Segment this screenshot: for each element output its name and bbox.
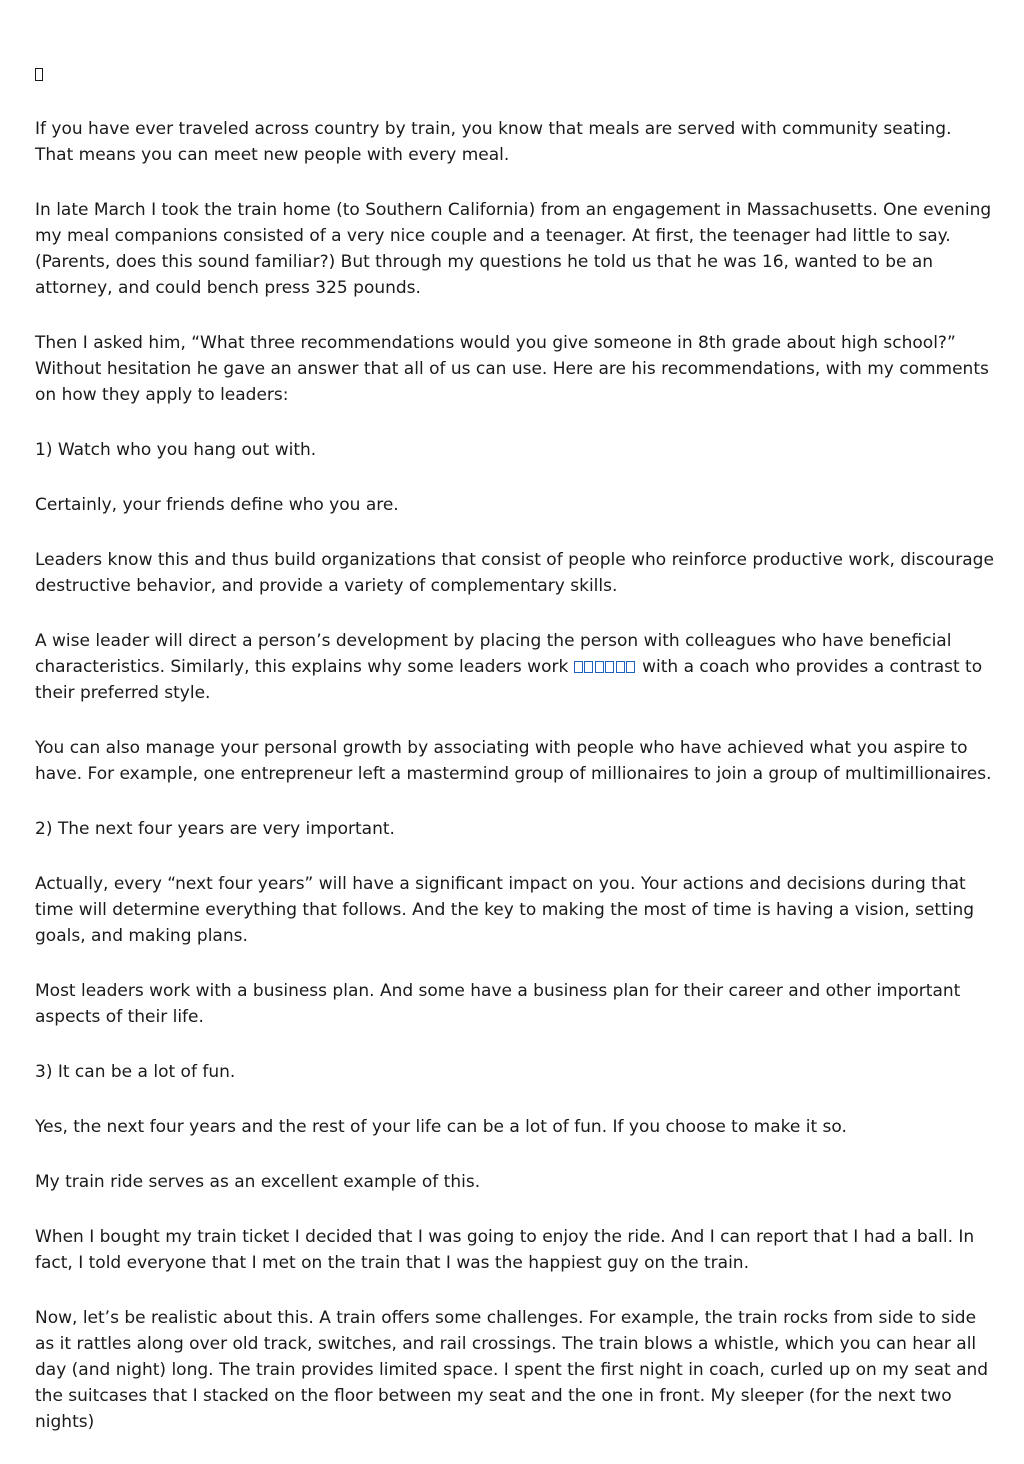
inline-link[interactable] xyxy=(574,657,637,677)
recommendation-heading-1: 1) Watch who you hang out with. xyxy=(35,440,317,460)
paragraph-business-plan: Most leaders work with a business plan. And some have a business plan for their career and other important aspects of their life. xyxy=(35,981,961,1027)
paragraph-intro: If you have ever traveled across country by train, you know that meals are served with community seating. That means you can meet new people with every meal. xyxy=(35,119,952,165)
paragraph-leaders-organizations: Leaders know this and thus build organizations that consist of people who reinforce productive work, discourage destructive behavior, and provide a variety of complementary skills. xyxy=(35,550,994,596)
paragraph-challenges: Now, let’s be realistic about this. A train offers some challenges. For example, the train rocks from side to side as it rattles along over old track, switches, and rail crossings. The train blows a whistle, which you can hear all day (and night) long. The train provides limited space. I spent the first night in coach, curled up on my seat and the suitcases that I stacked on the floor between my seat and the one in front. My sleeper (for the next two nights) xyxy=(35,1308,989,1432)
paragraph-fun: Yes, the next four years and the rest of your life can be a lot of fun. If you choose to make it so. xyxy=(35,1117,847,1137)
recommendation-heading-2: 2) The next four years are very important. xyxy=(35,819,395,839)
link-missing-glyphs xyxy=(574,654,637,680)
paragraph-wise-leader-before: A wise leader will direct a person’s development by placing the person with colleagues who have beneficial characteristics. Similarly, this explains why some leaders work xyxy=(35,631,952,677)
paragraph-wise-leader-after: with a coach who provides a contrast to their preferred style. xyxy=(35,657,983,703)
article-body xyxy=(35,62,995,1464)
recommendation-heading-3: 3) It can be a lot of fun. xyxy=(35,1062,236,1082)
paragraph-ticket: When I bought my train ticket I decided that I was going to enjoy the ride. And I can report that I had a ball. In fact, I told everyone that I met on the train that I was the happiest guy on the train. xyxy=(35,1227,975,1273)
paragraph-late-march: In late March I took the train home (to Southern California) from an engagement in Massachusetts. One evening my meal companions consisted of a very nice couple and a teenager. At first, the teenager had little to say. (Parents, does this sound familiar?) But through my questions he told us that he was 16, wanted to be an attorney, and could bench press 325 pounds. xyxy=(35,200,992,298)
header-glyph-row xyxy=(35,62,995,88)
paragraph-wise-leader xyxy=(35,628,995,706)
paragraph-train-example: My train ride serves as an excellent example of this. xyxy=(35,1172,481,1192)
paragraph-question: Then I asked him, “What three recommendations would you give someone in 8th grade about high school?” Without hesitation he gave an answer that all of us can use. Here are his recommendations, with my comments on how they apply to leaders: xyxy=(35,333,989,405)
paragraph-personal-growth: You can also manage your personal growth by associating with people who have achieved what you aspire to have. For example, one entrepreneur left a mastermind group of millionaires to join a group of multimillionaires. xyxy=(35,738,992,784)
paragraph-friends: Certainly, your friends define who you are. xyxy=(35,495,399,515)
missing-glyph-icon xyxy=(35,68,43,81)
paragraph-next-four-years: Actually, every “next four years” will have a significant impact on you. Your actions and decisions during that time will determine everything that follows. And the key to making the most of time is having a vision, setting goals, and making plans. xyxy=(35,874,975,946)
